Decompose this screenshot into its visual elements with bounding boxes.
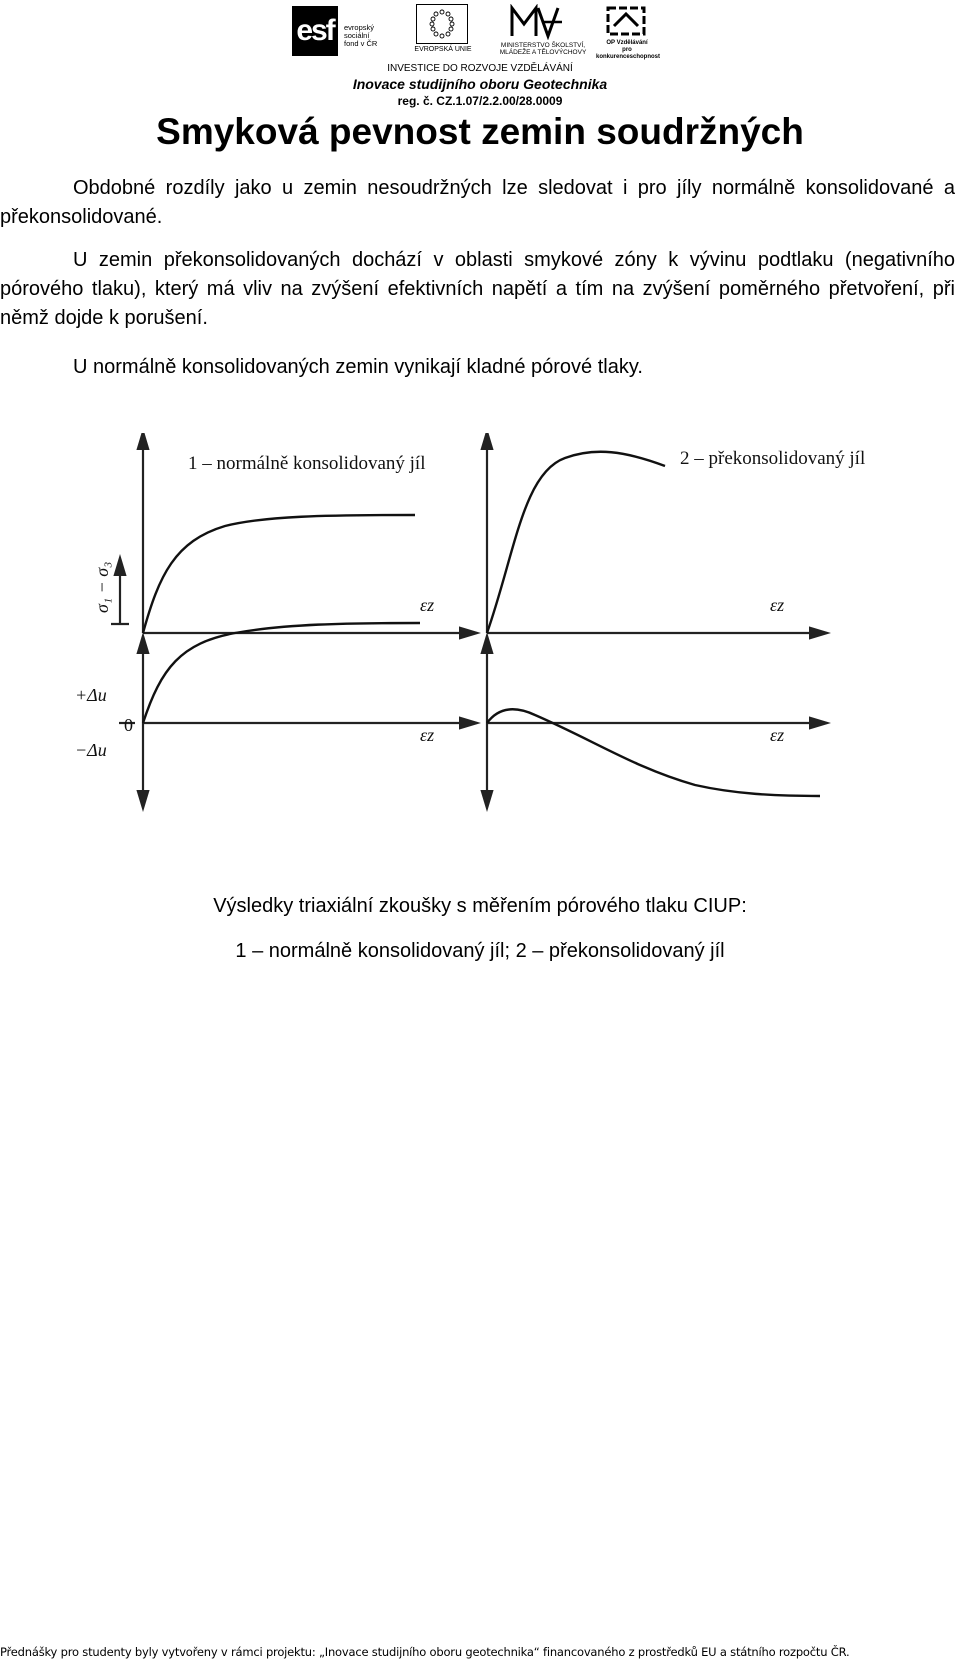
- header-project-name: Inovace studijního oboru Geotechnika: [352, 76, 608, 92]
- figure-svg: [75, 433, 945, 845]
- eu-label: EVROPSKÁ UNIE: [414, 46, 472, 53]
- op-label: [596, 40, 661, 61]
- op-line: OP Vzdělávání: [606, 40, 648, 46]
- msmt-line: MINISTERSTVO ŠKOLSTVÍ,: [500, 42, 586, 49]
- paragraph: [0, 174, 955, 232]
- msmt-logo: [488, 4, 598, 56]
- msmt-line: MLÁDEŽE A TĚLOVÝCHOVY: [499, 49, 587, 56]
- x-label-epsilon-z: εz: [420, 725, 435, 745]
- logo-bar: [292, 4, 661, 60]
- op-line: pro konkurenceschopnost: [596, 47, 661, 60]
- zero-label: 0: [124, 715, 133, 735]
- y-label-plus-du: +Δu: [75, 685, 107, 705]
- figure-caption: Výsledky triaxiální zkoušky s měřením pórového tlaku CIUP:: [213, 895, 747, 917]
- curve-1-deviator-stress: [143, 515, 415, 633]
- esf-line: fond v ČR: [344, 39, 378, 48]
- paragraph-text: U normálně konsolidovaných zemin vynikají kladné pórové tlaky.: [73, 356, 643, 378]
- eu-logo: [408, 4, 476, 56]
- figure-label-1: 1 – normálně konsolidovaný jíl: [188, 453, 426, 474]
- curve-1-pore-pressure: [143, 623, 420, 723]
- header-investice: INVESTICE DO ROZVOJE VZDĚLÁVÁNÍ: [387, 63, 573, 74]
- triaxial-test-figure: [75, 433, 945, 845]
- paragraph-text: U zemin překonsolidovaných dochází v oblasti smykové zóny k vývinu podtlaku (negativního pórového tlaku), který má vliv na zvýšení efektivních napětí a tím na zvýšení poměrného přetvoření, při němž dojde k porušení.: [0, 249, 955, 329]
- paragraph-text: Obdobné rozdíly jako u zemin nesoudržných lze sledovat i pro jíly normálně konsolidované a překonsolidované.: [0, 177, 955, 228]
- esf-text: [344, 24, 377, 48]
- y-label-minus-du: −Δu: [75, 740, 107, 760]
- esf-logo: [292, 4, 404, 56]
- page-title: Smyková pevnost zemin soudržných: [156, 111, 804, 152]
- page-footer: Přednášky pro studenty byly vytvořeny v rámci projektu: „Inovace studijního oboru geotechnika“ financovaného z prostředků EU a státního rozpočtu ČR.: [0, 1645, 850, 1659]
- paragraph: [0, 353, 955, 382]
- op-logo: [596, 4, 661, 60]
- x-label-epsilon-z: εz: [770, 595, 785, 615]
- y-label-stress: σ₁ − σ₃: [92, 561, 112, 613]
- curve-2-deviator-stress: [487, 452, 665, 633]
- esf-mark: esf: [292, 6, 338, 56]
- header-reg-number: reg. č. CZ.1.07/2.2.00/28.0009: [397, 94, 563, 108]
- msmt-label: [488, 42, 598, 56]
- op-mark-icon: [604, 4, 648, 38]
- x-label-epsilon-z: εz: [420, 595, 435, 615]
- eu-flag-icon: [416, 4, 468, 44]
- esf-line: evropský: [344, 23, 375, 32]
- paragraph: [0, 246, 955, 333]
- figure-caption: 1 – normálně konsolidovaný jíl; 2 – překonsolidovaný jíl: [235, 940, 725, 962]
- esf-line: sociální: [344, 31, 370, 40]
- x-label-epsilon-z: εz: [770, 725, 785, 745]
- project-header: [0, 62, 960, 109]
- figure-label-2: 2 – překonsolidovaný jíl: [680, 448, 866, 469]
- msmt-mark-icon: [506, 4, 566, 40]
